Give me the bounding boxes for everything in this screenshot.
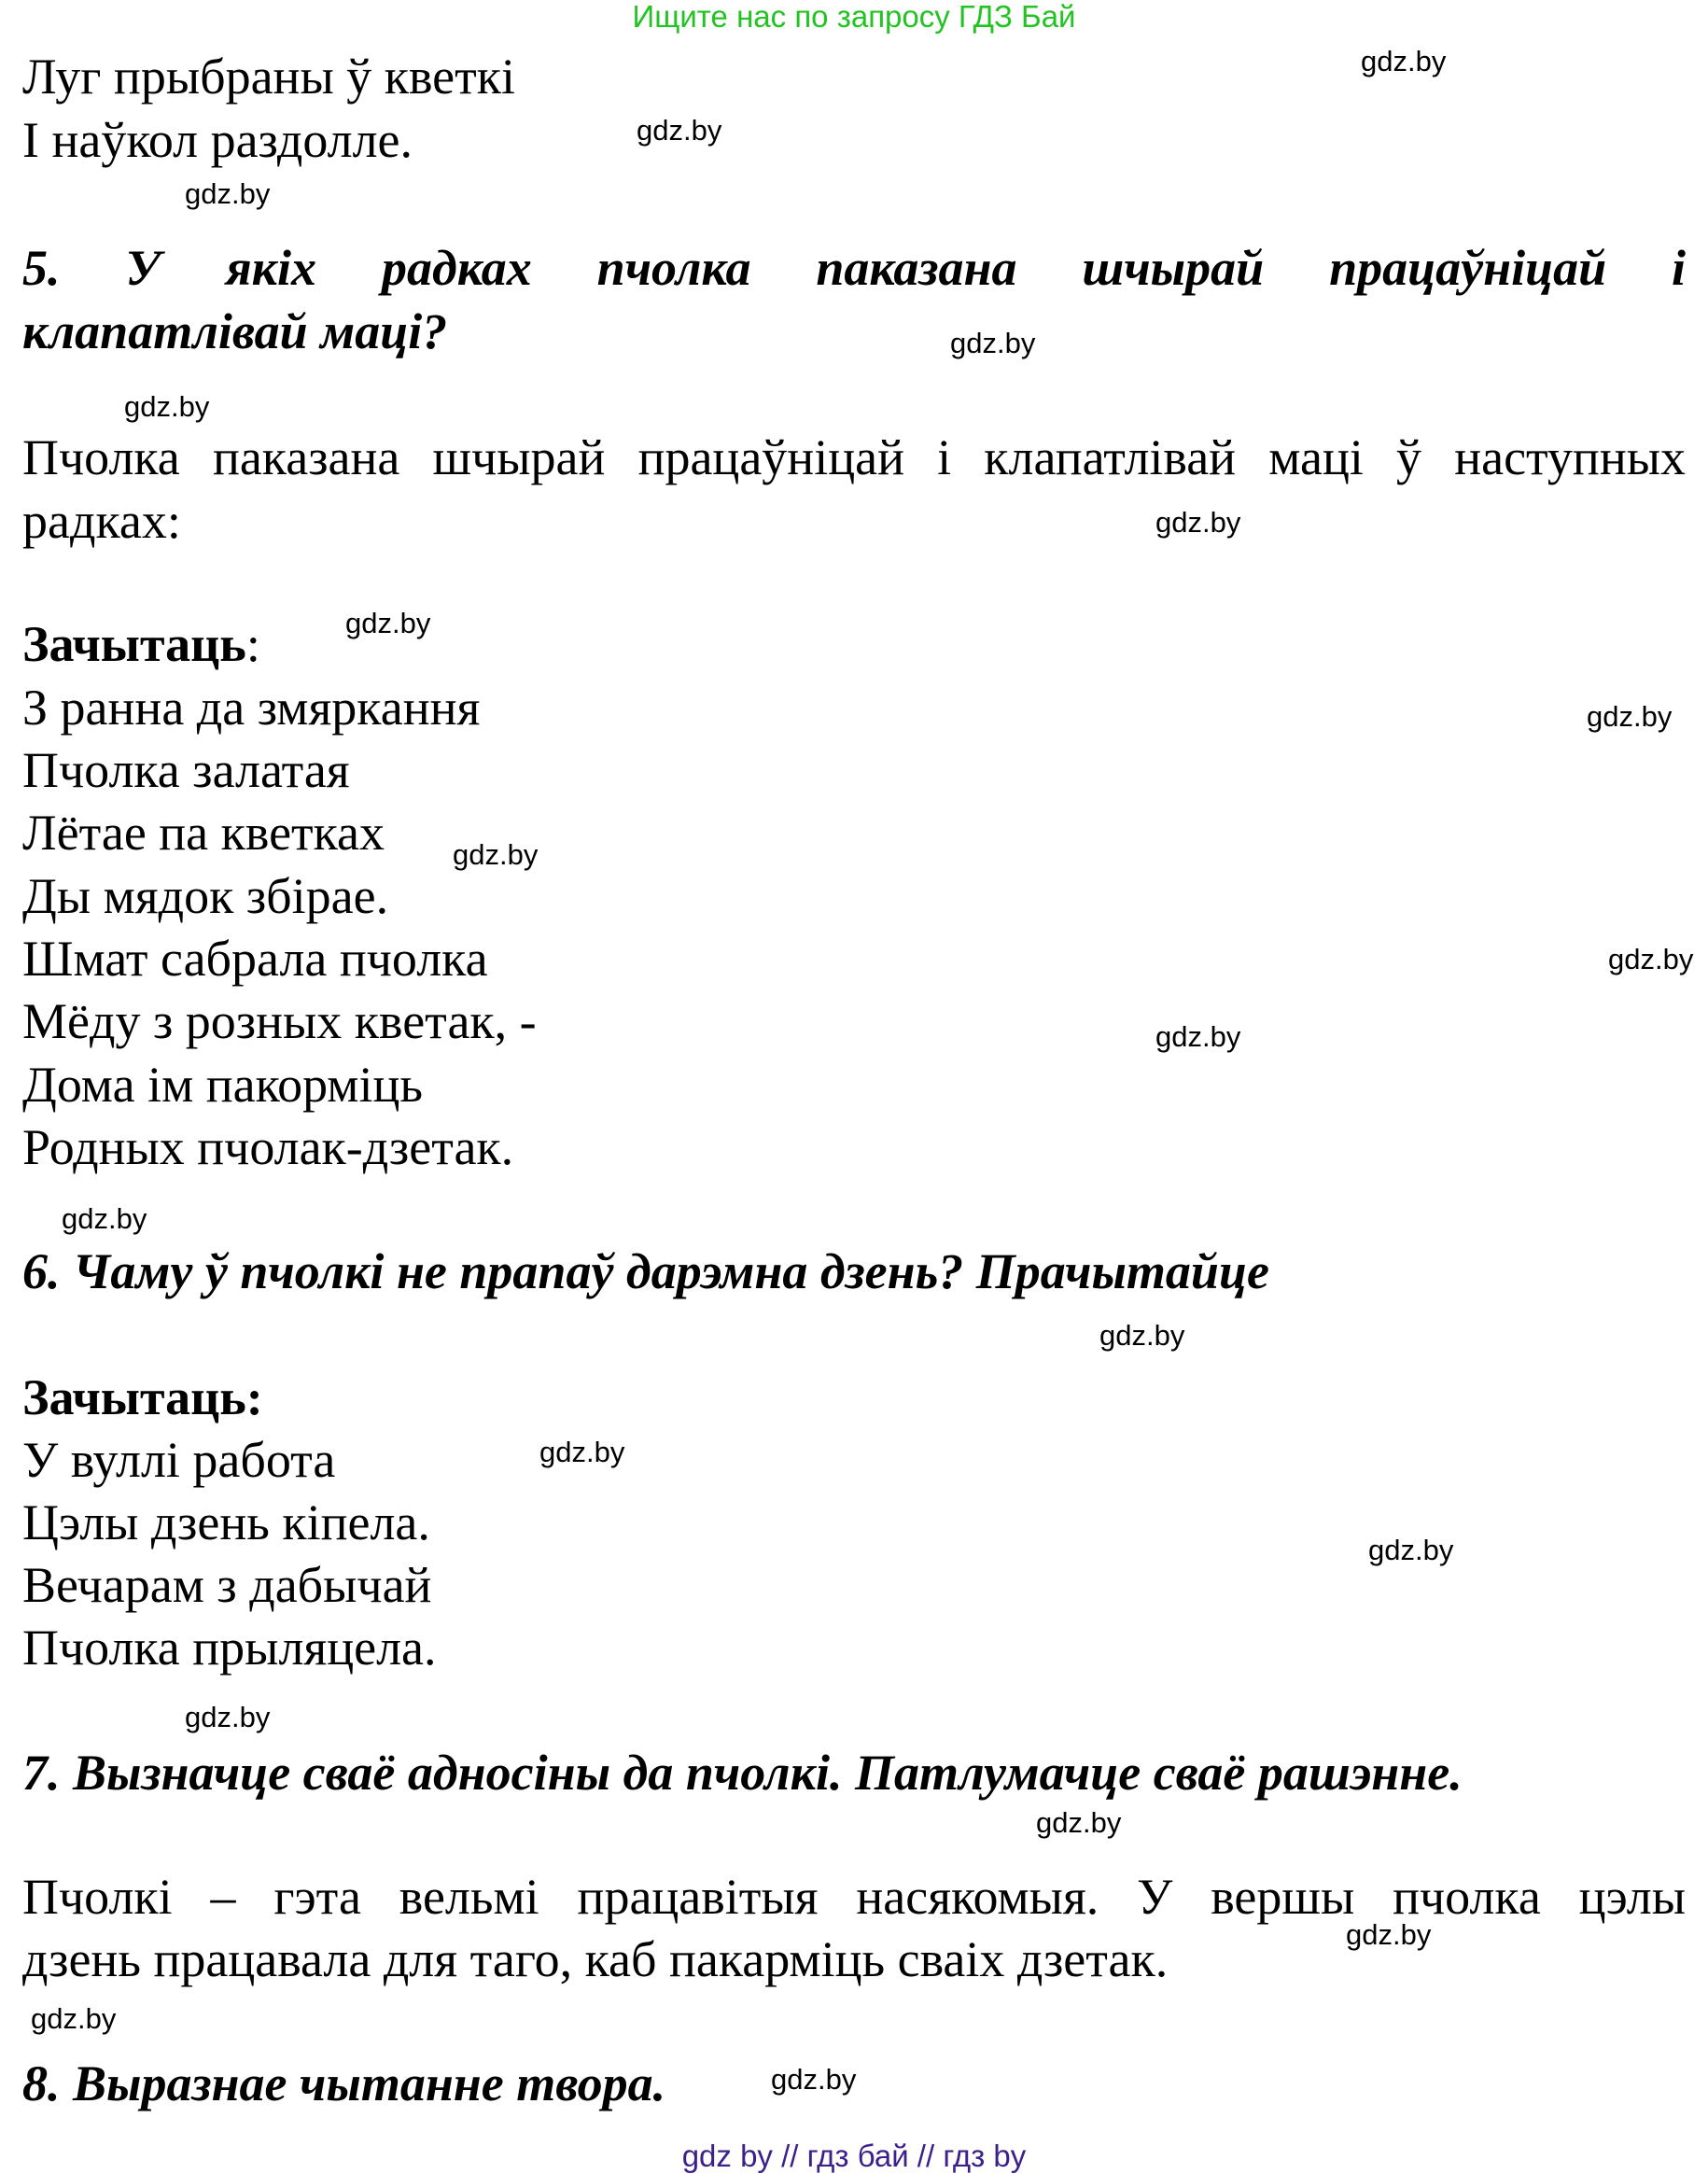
watermark: gdz.by [1608,943,1694,975]
q5-word: працаўніцай [1329,240,1607,296]
a7-word: – [210,1869,236,1925]
poem-1-line-6: Мёду з розных кветак, - [22,993,537,1049]
a7-word: пчолка [1393,1869,1541,1925]
a5-word: працаўніцай [637,429,904,485]
read-label-2: Зачытаць: [22,1369,263,1425]
watermark: gdz.by [771,2063,857,2096]
watermark: gdz.by [1036,1806,1122,1839]
answer-7-line-2: дзень працавала для таго, каб пакарміць сваіх дзетак. [22,1931,1169,1987]
q5-word: паказана [816,240,1017,296]
read-label-1 [22,614,260,674]
q5-word: радках [381,240,532,296]
q5-word: якіх [225,240,317,296]
a5-word: наступных [1454,429,1687,485]
watermark: gdz.by [62,1202,147,1235]
watermark: gdz.by [637,114,722,147]
poem-2-line-3: Вечарам з дабычай [22,1557,432,1613]
poem-1-line-1: З ранна да змяркання [22,680,481,736]
poem-2-line-2: Цэлы дзень кіпела. [22,1494,430,1550]
answer-5-line-1 [22,428,1686,487]
question-5-line-2: клапатлівай маці? [22,303,448,359]
q5-word: 5. [22,240,61,296]
a7-word: вершы [1211,1869,1355,1925]
watermark: gdz.by [1368,1534,1454,1566]
watermark: gdz.by [345,607,431,639]
watermark: gdz.by [1587,700,1673,733]
watermark: gdz.by [1346,1918,1432,1951]
poem-1-line-8: Родных пчолак-дзетак. [22,1119,514,1175]
poem-2-line-1: У вуллі работа [22,1432,336,1488]
watermark: gdz.by [1361,45,1447,77]
a7-word: насякомыя. [856,1869,1099,1925]
intro-line-1: Луг прыбраны ў кветкі [22,49,515,105]
watermark: gdz.by [124,390,210,423]
a7-word: працавітыя [577,1869,819,1925]
a5-word: і [937,429,952,485]
watermark: gdz.by [950,327,1036,359]
watermark: gdz.by [1099,1319,1185,1352]
q5-word: пчолка [596,240,751,296]
intro-line-2: І наўкол раздолле. [22,112,413,168]
answer-5-line-2: радках: [22,493,181,549]
watermark: gdz.by [185,1701,271,1733]
read-label-1-text: Зачытаць [22,616,246,672]
a7-word: Пчолкі [22,1869,173,1925]
watermark: gdz.by [185,177,271,210]
top-banner[interactable]: Ищите нас по запросу ГДЗ Бай [632,0,1076,34]
a5-word: клапатлівай [984,429,1237,485]
watermark: gdz.by [453,838,539,871]
poem-1-line-7: Дома ім пакорміць [22,1057,423,1113]
q5-word: У [125,240,161,296]
poem-2-line-4: Пчолка прыляцела. [22,1620,437,1676]
a7-word: гэта [273,1869,361,1925]
question-5-line-1 [22,238,1686,298]
watermark: gdz.by [1155,506,1241,539]
a7-word: У [1137,1869,1173,1925]
footer-links[interactable]: gdz by // гдз бай // гдз by [681,2139,1027,2173]
a5-word: ў [1396,429,1422,485]
watermark: gdz.by [539,1436,625,1468]
a5-word: маці [1268,429,1364,485]
a5-word: Пчолка [22,429,180,485]
watermark: gdz.by [1155,1020,1241,1053]
poem-1-line-2: Пчолка залатая [22,742,350,798]
question-8: 8. Выразнае чытанне твора. [22,2055,666,2111]
a5-word: паказана [212,429,400,485]
poem-1-line-3: Лётае па кветках [22,805,385,861]
poem-1-line-5: Шмат сабрала пчолка [22,931,488,987]
poem-1-line-4: Ды мядок збірае. [22,868,389,924]
q5-word: шчырай [1082,240,1265,296]
a7-word: вельмі [399,1869,539,1925]
a5-word: шчырай [432,429,606,485]
answer-7-line-1 [22,1867,1686,1927]
read-label-1-colon: : [245,616,260,672]
question-6: 6. Чаму ў пчолкі не прапаў дарэмна дзень? Прачытайце [22,1243,1269,1299]
question-7: 7. Вызначце сваё адносіны да пчолкі. Патлумачце сваё рашэнне. [22,1745,1463,1801]
watermark: gdz.by [31,2002,117,2035]
a7-word: цэлы [1578,1869,1686,1925]
q5-word: і [1672,240,1687,296]
